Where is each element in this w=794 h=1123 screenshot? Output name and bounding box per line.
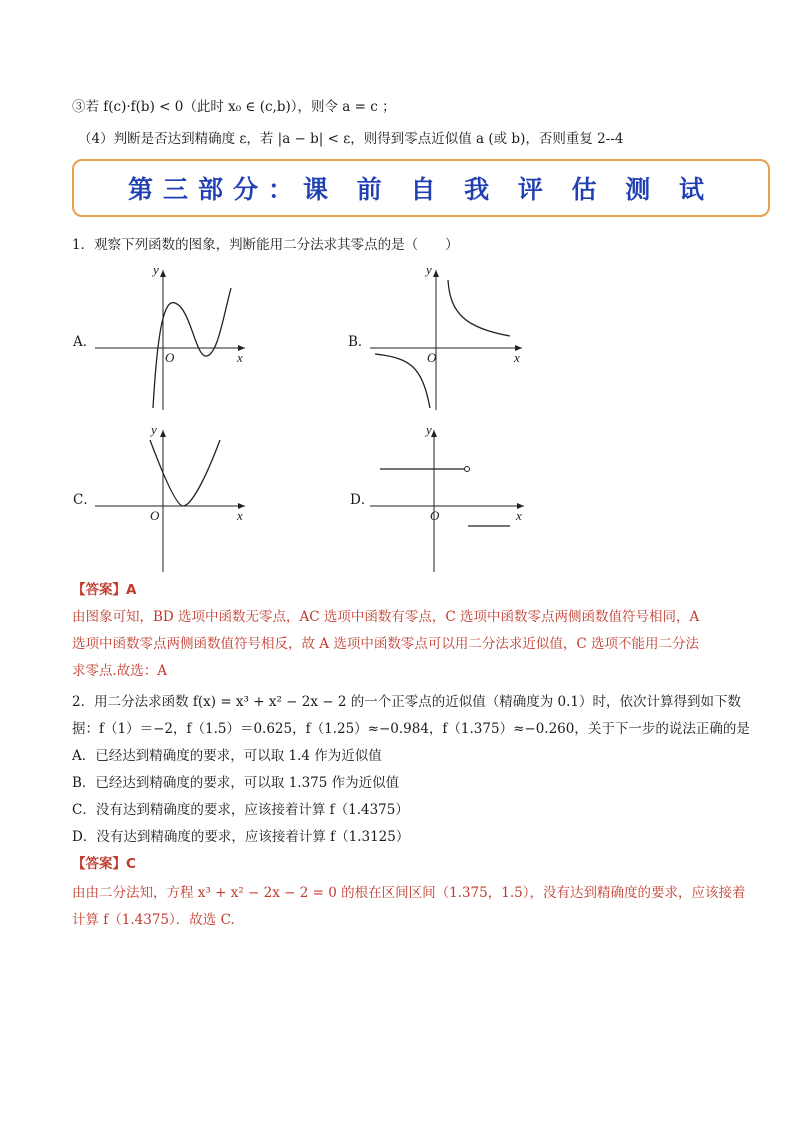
- section-banner: [72, 159, 770, 217]
- svg-text:O: O: [150, 508, 160, 523]
- q1-graph-d: [370, 420, 530, 579]
- svg-text:O: O: [430, 508, 440, 523]
- q2-stem-line2: 据：f（1）＝−2，f（1.5）＝0.625，f（1.25）≈−0.984，f（1.375）≈−0.260，关于下一步的说法正确的是: [72, 721, 750, 737]
- intro-step3: ③若 f(c)·f(b) < 0（此时 x₀ ∈ (c,b)），则令 a = c ；: [72, 99, 396, 115]
- q2-analysis-line2: 计算 f（1.4375）．故选 C.: [72, 912, 235, 928]
- svg-text:y: y: [426, 422, 432, 437]
- section-title: 第三部分：课 前 自 我 评 估 测 试: [128, 175, 714, 204]
- y-axis-arrow: [160, 270, 166, 277]
- q1-analysis-line3: 求零点.故选：A: [72, 663, 168, 679]
- q1-option-d-label: D．: [350, 492, 375, 508]
- q1-graph-a: [95, 258, 255, 417]
- q2-analysis-line1: 由由二分法知，方程 x³ + x² − 2x − 2 = 0 的根在区间区间（1.375，1.5），没有达到精确度的要求，应该接着: [72, 885, 746, 901]
- q2-option-c: C．没有达到精确度的要求，应该接着计算 f（1.4375）: [72, 802, 409, 818]
- svg-text:x: x: [516, 508, 522, 523]
- q2-option-d: D．没有达到精确度的要求，应该接着计算 f（1.3125）: [72, 829, 410, 845]
- svg-text:x: x: [237, 508, 243, 523]
- q1-option-b-label: B．: [348, 334, 372, 350]
- y-axis-label: y: [153, 262, 159, 277]
- q1-graph-b: [370, 258, 530, 417]
- origin-label: O: [165, 350, 175, 365]
- q1-answer-tag: 【答案】A: [72, 582, 137, 598]
- q1-stem: 1．观察下列函数的图象，判断能用二分法求其零点的是（ ）: [72, 237, 459, 253]
- q1-option-a-label: A．: [73, 334, 97, 350]
- q1-option-c-label: C．: [73, 492, 97, 508]
- q2-option-b: B．已经达到精确度的要求，可以取 1.375 作为近似值: [72, 775, 400, 791]
- q1-graph-c: [95, 420, 255, 579]
- q2-option-a: A．已经达到精确度的要求，可以取 1.4 作为近似值: [72, 748, 382, 764]
- x-axis-label: x: [237, 350, 243, 365]
- svg-text:O: O: [427, 350, 437, 365]
- intro-step4: （4）判断是否达到精确度 ε，若 |a − b| < ε，则得到零点近似值 a (或 b)，否则重复 2--4: [78, 131, 624, 147]
- svg-text:y: y: [151, 422, 157, 437]
- svg-text:x: x: [514, 350, 520, 365]
- svg-text:y: y: [426, 262, 432, 277]
- q2-answer-tag: 【答案】C: [72, 856, 136, 872]
- q1-analysis-line2: 选项中函数零点两侧函数值符号相反，故 A 选项中函数零点可以用二分法求近似值，C 选项不能用二分法: [72, 636, 699, 652]
- q2-stem-line1: 2．用二分法求函数 f(x) = x³ + x² − 2x − 2 的一个正零点的近似值（精确度为 0.1）时，依次计算得到如下数: [72, 694, 741, 710]
- q1-analysis-line1: 由图象可知，BD 选项中函数无零点，AC 选项中函数有零点，C 选项中函数零点两侧函数值符号相同，A: [72, 609, 700, 625]
